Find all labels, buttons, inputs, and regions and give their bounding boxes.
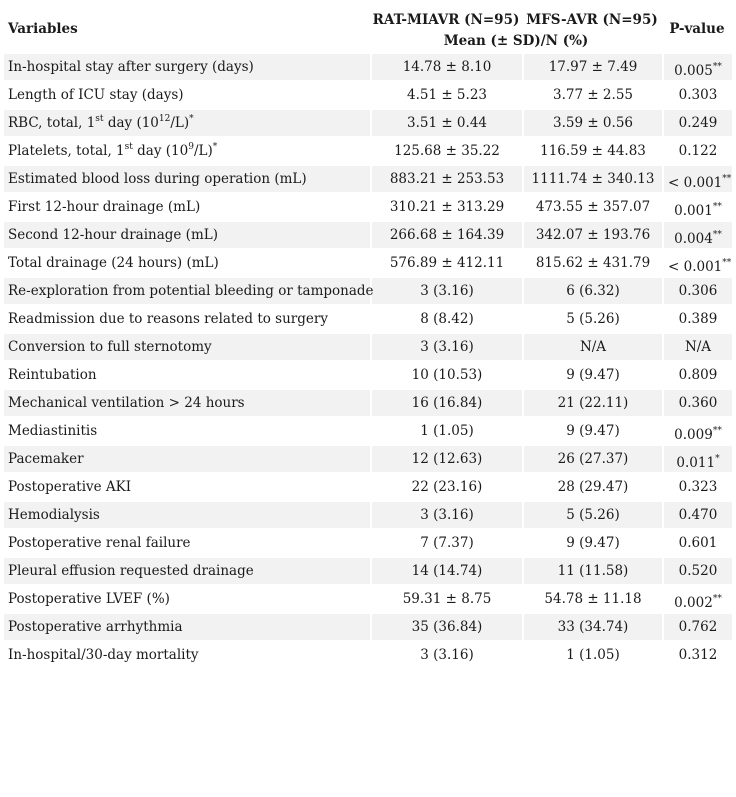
pvalue-significance: ** [722, 174, 732, 184]
row-variable: Pleural effusion requested drainage [4, 558, 370, 584]
pvalue-text [674, 63, 722, 79]
table-row [4, 362, 732, 388]
pvalue-number: N/A [684, 339, 712, 355]
label-superscript: * [189, 114, 194, 124]
row-pvalue [662, 54, 732, 80]
row-pvalue [662, 446, 732, 472]
row-variable: Length of ICU stay (days) [8, 87, 184, 103]
label-text: RBC, total, 1 [8, 115, 96, 131]
header-subheader: Mean (± SD)/N (%) [370, 30, 662, 52]
label-text: day (10 [132, 143, 189, 159]
pvalue-significance: ** [712, 202, 722, 212]
row-variable: Hemodialysis [4, 502, 370, 528]
row-group2-value: 9 (9.47) [522, 418, 662, 444]
pvalue-text [679, 563, 718, 579]
row-group1-value: 883.21 ± 253.53 [370, 166, 522, 192]
outcomes-table [4, 4, 732, 670]
row-variable: Reintubation [8, 367, 97, 383]
row-group1-value: 8 (8.42) [370, 306, 522, 332]
label-text: Platelets, total, 1 [8, 143, 125, 159]
row-group1-value: 7 (7.37) [370, 530, 522, 556]
row-pvalue [662, 502, 732, 528]
row-variable: Mechanical ventilation > 24 hours [4, 390, 370, 416]
pvalue-number: 0.011 [676, 455, 716, 471]
row-variable: First 12-hour drainage (mL) [8, 199, 201, 215]
row-group2-value: 9 (9.47) [522, 530, 662, 556]
pvalue-number: < 0.001 [668, 175, 723, 191]
pvalue-number: 0.312 [678, 647, 718, 663]
table-row [4, 222, 732, 248]
row-pvalue [662, 586, 732, 612]
row-variable: Conversion to full sternotomy [4, 334, 370, 360]
pvalue-significance: ** [712, 594, 722, 604]
row-group1-value: 3 (3.16) [370, 278, 522, 304]
pvalue-text [679, 311, 718, 327]
table-row [4, 642, 732, 668]
pvalue-text [674, 427, 722, 443]
pvalue-text [679, 479, 718, 495]
pvalue-number: 0.001 [674, 203, 713, 219]
row-variable: Total drainage (24 hours) (mL) [8, 255, 219, 271]
label-superscript: 9 [188, 142, 194, 152]
pvalue-text [679, 115, 718, 131]
pvalue-number: 0.009 [674, 427, 713, 443]
pvalue-number: 0.323 [678, 479, 718, 495]
row-group2-value: 11 (11.58) [522, 558, 662, 584]
row-variable: Second 12-hour drainage (mL) [4, 222, 370, 248]
row-pvalue [662, 222, 732, 248]
pvalue-text [674, 595, 722, 611]
row-group2-value: 9 (9.47) [522, 362, 662, 388]
table-header [4, 6, 732, 52]
row-group1-value: 4.51 ± 5.23 [370, 82, 522, 108]
row-variable: Re-exploration from potential bleeding or tamponade [4, 278, 370, 304]
pvalue-significance: ** [722, 258, 732, 268]
pvalue-text [674, 231, 722, 247]
row-pvalue [662, 642, 732, 668]
table-row [4, 194, 732, 220]
pvalue-text [674, 203, 722, 219]
row-group1-value: 1 (1.05) [370, 418, 522, 444]
label-superscript: st [124, 142, 133, 152]
pvalue-number: 0.809 [678, 367, 718, 383]
pvalue-significance: ** [712, 62, 722, 72]
table-row [4, 558, 732, 584]
pvalue-number: 0.005 [674, 63, 713, 79]
row-group1-value: 22 (23.16) [370, 474, 522, 500]
row-pvalue [662, 418, 732, 444]
row-pvalue [662, 558, 732, 584]
row-pvalue [662, 390, 732, 416]
row-pvalue [662, 474, 732, 500]
pvalue-text [679, 143, 718, 159]
row-group2-value: 815.62 ± 431.79 [522, 250, 662, 276]
row-group2-value: 3.59 ± 0.56 [522, 110, 662, 136]
row-group1-value: 12 (12.63) [370, 446, 522, 472]
label-text: /L) [193, 143, 213, 159]
label-text: day (10 [103, 115, 159, 131]
row-pvalue [662, 110, 732, 136]
table-row [4, 138, 732, 164]
row-group1-value: 125.68 ± 35.22 [370, 138, 522, 164]
row-group1-value: 14.78 ± 8.10 [370, 54, 522, 80]
row-variable: Readmission due to reasons related to surgery [8, 311, 328, 327]
table-row [4, 54, 732, 80]
label-superscript: * [212, 142, 218, 152]
row-variable: Estimated blood loss during operation (mL) [4, 166, 370, 192]
pvalue-text [679, 507, 718, 523]
row-group1-value: 35 (36.84) [370, 614, 522, 640]
row-variable: Postoperative arrhythmia [4, 614, 370, 640]
row-group1-value: 10 (10.53) [370, 362, 522, 388]
row-variable: In-hospital/30-day mortality [8, 647, 199, 663]
row-variable: Postoperative renal failure [8, 535, 191, 551]
label-superscript: 12 [158, 114, 171, 124]
header-variables: Variables [4, 6, 370, 52]
row-group2-value: 1 (1.05) [522, 642, 662, 668]
row-group2-value: 54.78 ± 11.18 [522, 586, 662, 612]
pvalue-number: 0.249 [678, 115, 718, 131]
row-group2-value: 17.97 ± 7.49 [522, 54, 662, 80]
row-group1-value: 14 (14.74) [370, 558, 522, 584]
pvalue-number: 0.601 [678, 535, 718, 551]
pvalue-text [685, 339, 711, 355]
pvalue-number: 0.122 [678, 143, 718, 159]
table-row [4, 110, 732, 136]
pvalue-number: < 0.001 [668, 259, 723, 275]
header-group2: MFS-AVR (N=95) [522, 6, 662, 28]
table-row [4, 390, 732, 416]
table-row [4, 250, 732, 276]
row-group2-value: 5 (5.26) [522, 502, 662, 528]
row-pvalue [662, 278, 732, 304]
row-pvalue [662, 614, 732, 640]
row-variable: Postoperative AKI [8, 479, 132, 495]
pvalue-text [679, 535, 718, 551]
row-variable [4, 110, 370, 136]
table-row [4, 82, 732, 108]
row-variable: Mediastinitis [8, 423, 98, 439]
row-group1-value: 3 (3.16) [370, 334, 522, 360]
label-superscript: st [95, 114, 104, 124]
outcomes-table-container [4, 4, 732, 670]
table-row [4, 614, 732, 640]
row-group2-value: 1111.74 ± 340.13 [522, 166, 662, 192]
row-group1-value: 3 (3.16) [370, 502, 522, 528]
row-group2-value: 6 (6.32) [522, 278, 662, 304]
row-pvalue [662, 138, 732, 164]
row-group2-value: 33 (34.74) [522, 614, 662, 640]
row-pvalue [662, 82, 732, 108]
row-group2-value: 21 (22.11) [522, 390, 662, 416]
row-pvalue [662, 306, 732, 332]
table-row [4, 278, 732, 304]
row-group1-value: 3 (3.16) [370, 642, 522, 668]
row-group1-value: 266.68 ± 164.39 [370, 222, 522, 248]
row-pvalue [662, 334, 732, 360]
row-pvalue [662, 530, 732, 556]
row-group2-value: 473.55 ± 357.07 [522, 194, 662, 220]
table-row [4, 474, 732, 500]
pvalue-text [679, 283, 718, 299]
row-pvalue [662, 166, 732, 192]
table-row [4, 502, 732, 528]
row-group1-value: 310.21 ± 313.29 [370, 194, 522, 220]
pvalue-text [679, 367, 718, 383]
table-row [4, 334, 732, 360]
row-group2-value: N/A [522, 334, 662, 360]
pvalue-number: 0.306 [678, 283, 718, 299]
table-row [4, 586, 732, 612]
pvalue-significance: ** [712, 230, 722, 240]
row-variable: Pacemaker [4, 446, 370, 472]
pvalue-text [679, 619, 718, 635]
row-group2-value: 28 (29.47) [522, 474, 662, 500]
table-row [4, 166, 732, 192]
pvalue-number: 0.520 [678, 563, 718, 579]
pvalue-number: 0.303 [678, 87, 718, 103]
row-pvalue [662, 250, 732, 276]
row-group2-value: 3.77 ± 2.55 [522, 82, 662, 108]
row-group1-value: 59.31 ± 8.75 [370, 586, 522, 612]
row-group2-value: 342.07 ± 193.76 [522, 222, 662, 248]
row-variable: Postoperative LVEF (%) [8, 591, 170, 607]
row-group1-value: 16 (16.84) [370, 390, 522, 416]
pvalue-text [668, 259, 731, 275]
pvalue-number: 0.762 [678, 619, 718, 635]
header-group1: RAT-MIAVR (N=95) [370, 6, 522, 28]
pvalue-significance: * [715, 454, 720, 464]
row-variable [4, 138, 370, 164]
row-pvalue [662, 194, 732, 220]
header-pvalue: P-value [662, 6, 732, 52]
pvalue-number: 0.004 [674, 231, 713, 247]
pvalue-text [676, 455, 719, 471]
pvalue-number: 0.002 [674, 595, 713, 611]
row-variable: In-hospital stay after surgery (days) [4, 54, 370, 80]
table-body [4, 54, 732, 668]
row-group2-value: 5 (5.26) [522, 306, 662, 332]
pvalue-text [679, 395, 718, 411]
row-group2-value: 116.59 ± 44.83 [522, 138, 662, 164]
pvalue-text [679, 87, 718, 103]
pvalue-number: 0.360 [678, 395, 718, 411]
table-row [4, 530, 732, 556]
pvalue-number: 0.389 [678, 311, 718, 327]
pvalue-significance: ** [712, 426, 722, 436]
label-text: /L) [170, 115, 190, 131]
row-group1-value: 576.89 ± 412.11 [370, 250, 522, 276]
row-pvalue [662, 362, 732, 388]
pvalue-number: 0.470 [678, 507, 718, 523]
table-row [4, 306, 732, 332]
table-row [4, 446, 732, 472]
row-group1-value: 3.51 ± 0.44 [370, 110, 522, 136]
pvalue-text [679, 647, 718, 663]
row-group2-value: 26 (27.37) [522, 446, 662, 472]
pvalue-text [668, 175, 731, 191]
table-row [4, 418, 732, 444]
